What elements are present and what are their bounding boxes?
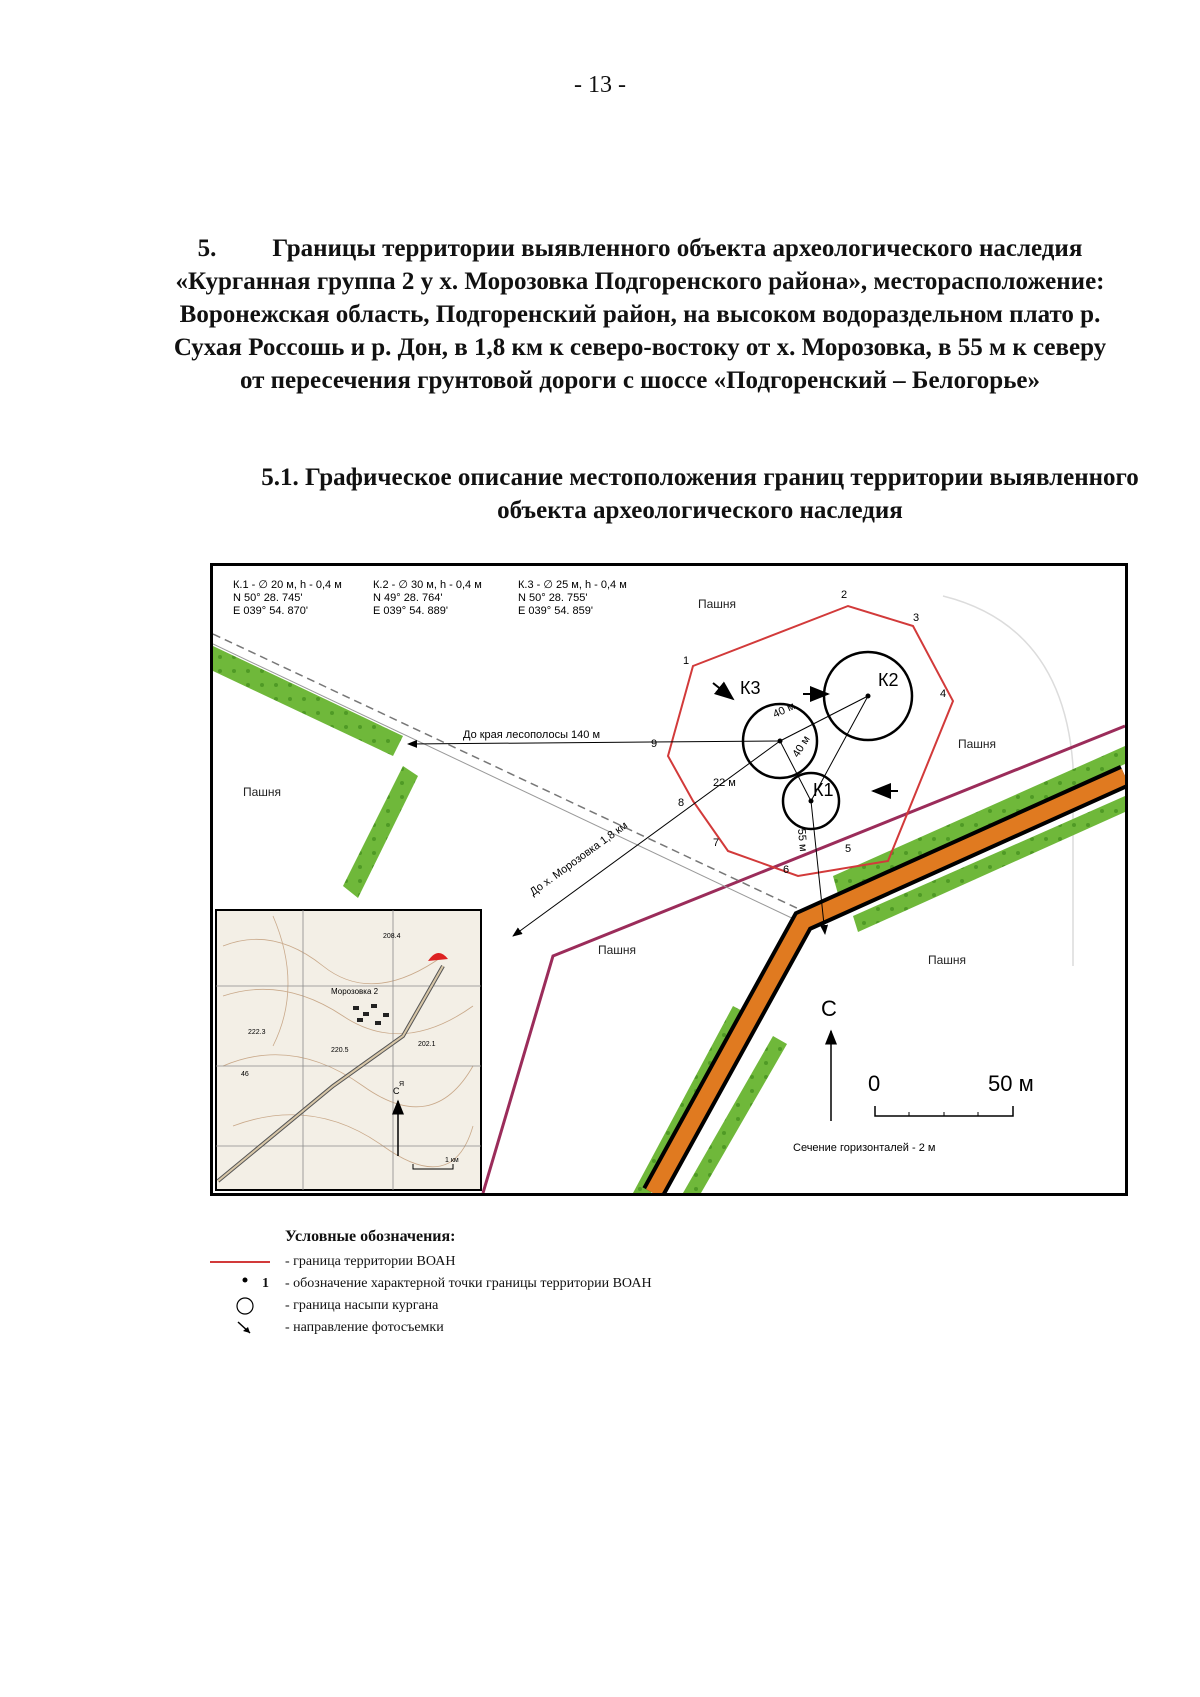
mound-circle-icon xyxy=(210,1296,280,1316)
legend-point-label: 1 xyxy=(262,1276,269,1291)
inset-map xyxy=(216,910,481,1190)
boundary-point-label: 9 xyxy=(651,738,658,750)
boundary-point-label: 2 xyxy=(841,589,848,601)
legend-title: Условные обозначения: xyxy=(285,1228,456,1245)
distance-label-k2-k1: 40 м xyxy=(790,733,813,760)
legend-item-text: - направление фотосъемки xyxy=(285,1320,444,1335)
k1-info-lat: N 50° 28. 745' xyxy=(233,592,303,604)
mound-label-k2: К2 xyxy=(878,670,899,690)
svg-text:208.4: 208.4 xyxy=(383,933,401,940)
north-label: С xyxy=(821,996,837,1021)
scale-end: 50 м xyxy=(988,1071,1034,1096)
field-label: Пашня xyxy=(958,737,997,751)
subsection-heading: 5.1. Графическое описание местоположения границ территории выявленного объекта археологического наследия xyxy=(261,464,1139,524)
field-label: Пашня xyxy=(698,597,737,611)
legend xyxy=(210,1228,910,1340)
k2-info-lon: E 039° 54. 889' xyxy=(373,605,449,617)
legend-item xyxy=(210,1252,910,1274)
section-title: Границы территории выявленного объекта археологического наследия «Курганная группа 2 у х. Морозовка Подгоренского района», месторасположение: Воронежская область, Подгоренский район, на высоком водораздельном плато р. Сухая Россошь и р. Дон, в 1,8 км к северо-востоку от х. Морозовка, в 55 м к северу от пересечения грунтовой дороги с шоссе «Подгоренский – Белогорье» xyxy=(173,235,1107,394)
boundary-point-label: 8 xyxy=(678,797,685,809)
distance-label-village: До х. Морозовка 1,8 км xyxy=(527,819,630,899)
distance-label-k3-k2: 40 м xyxy=(771,700,797,721)
k3-info-header: К.3 - ∅ 25 м, h - 0,4 м xyxy=(518,579,627,591)
k1-info-header: К.1 - ∅ 20 м, h - 0,4 м xyxy=(233,579,342,591)
distance-label-k1-road: 55 м xyxy=(795,828,809,853)
k2-info-header: К.2 - ∅ 30 м, h - 0,4 м xyxy=(373,579,482,591)
svg-text:222.3: 222.3 xyxy=(248,1029,266,1036)
page-number: - 13 - xyxy=(574,72,626,98)
svg-text:202.1: 202.1 xyxy=(418,1041,436,1048)
legend-item-text: - обозначение характерной точки границы территории ВОАН xyxy=(285,1276,652,1291)
mound-info xyxy=(233,579,627,617)
distance-label-forest: До края лесополосы 140 м xyxy=(463,729,601,741)
photo-direction-icon xyxy=(713,683,733,699)
legend-item xyxy=(210,1274,910,1296)
site-map-drawing xyxy=(213,566,1125,1193)
legend-item-text: - граница территории ВОАН xyxy=(285,1254,456,1269)
boundary-point-label: 5 xyxy=(845,843,852,855)
boundary-point-label: 3 xyxy=(913,612,920,624)
inset-village-label: Морозовка 2 xyxy=(331,987,379,996)
field-road-edge xyxy=(213,644,798,921)
field-road xyxy=(213,634,803,911)
field-label: Пашня xyxy=(928,953,967,967)
field-label: Пашня xyxy=(598,943,637,957)
boundary-point-label: 1 xyxy=(683,655,690,667)
field-label: Пашня xyxy=(243,785,282,799)
point-marker-icon xyxy=(210,1274,280,1294)
scale-start: 0 xyxy=(868,1071,881,1096)
site-map xyxy=(210,563,1128,1196)
distance-to-village xyxy=(513,741,780,936)
k1-info-lon: E 039° 54. 870' xyxy=(233,605,309,617)
photo-direction-icon xyxy=(210,1318,280,1338)
contour-note: Сечение горизонталей - 2 м xyxy=(793,1142,936,1154)
legend-item xyxy=(210,1296,910,1318)
forest-belt xyxy=(343,766,418,898)
inset-scale-label: 1 км xyxy=(445,1157,459,1164)
legend-item xyxy=(210,1318,910,1340)
svg-text:Я: Я xyxy=(399,1081,405,1088)
k3-info-lat: N 50° 28. 755' xyxy=(518,592,588,604)
distance-to-forest xyxy=(408,741,780,744)
mound-label-k3: К3 xyxy=(740,678,761,698)
section-heading xyxy=(170,232,1110,397)
forest-belt xyxy=(213,646,403,756)
boundary-point-label: 6 xyxy=(783,864,790,876)
section-number: 5. xyxy=(197,235,217,262)
svg-text:220.5: 220.5 xyxy=(331,1047,349,1054)
k3-info-lon: E 039° 54. 859' xyxy=(518,605,594,617)
boundary-line-icon xyxy=(210,1252,280,1272)
svg-text:46: 46 xyxy=(241,1071,249,1078)
k2-info-lat: N 49° 28. 764' xyxy=(373,592,443,604)
boundary-point-label: 4 xyxy=(940,688,947,700)
inset-north-label: С xyxy=(393,1086,400,1096)
distance-label-k1-k3: 22 м xyxy=(713,777,736,789)
legend-item-text: - граница насыпи кургана xyxy=(285,1298,439,1313)
boundary-point-label: 7 xyxy=(713,837,720,849)
mound-label-k1: К1 xyxy=(813,780,834,800)
